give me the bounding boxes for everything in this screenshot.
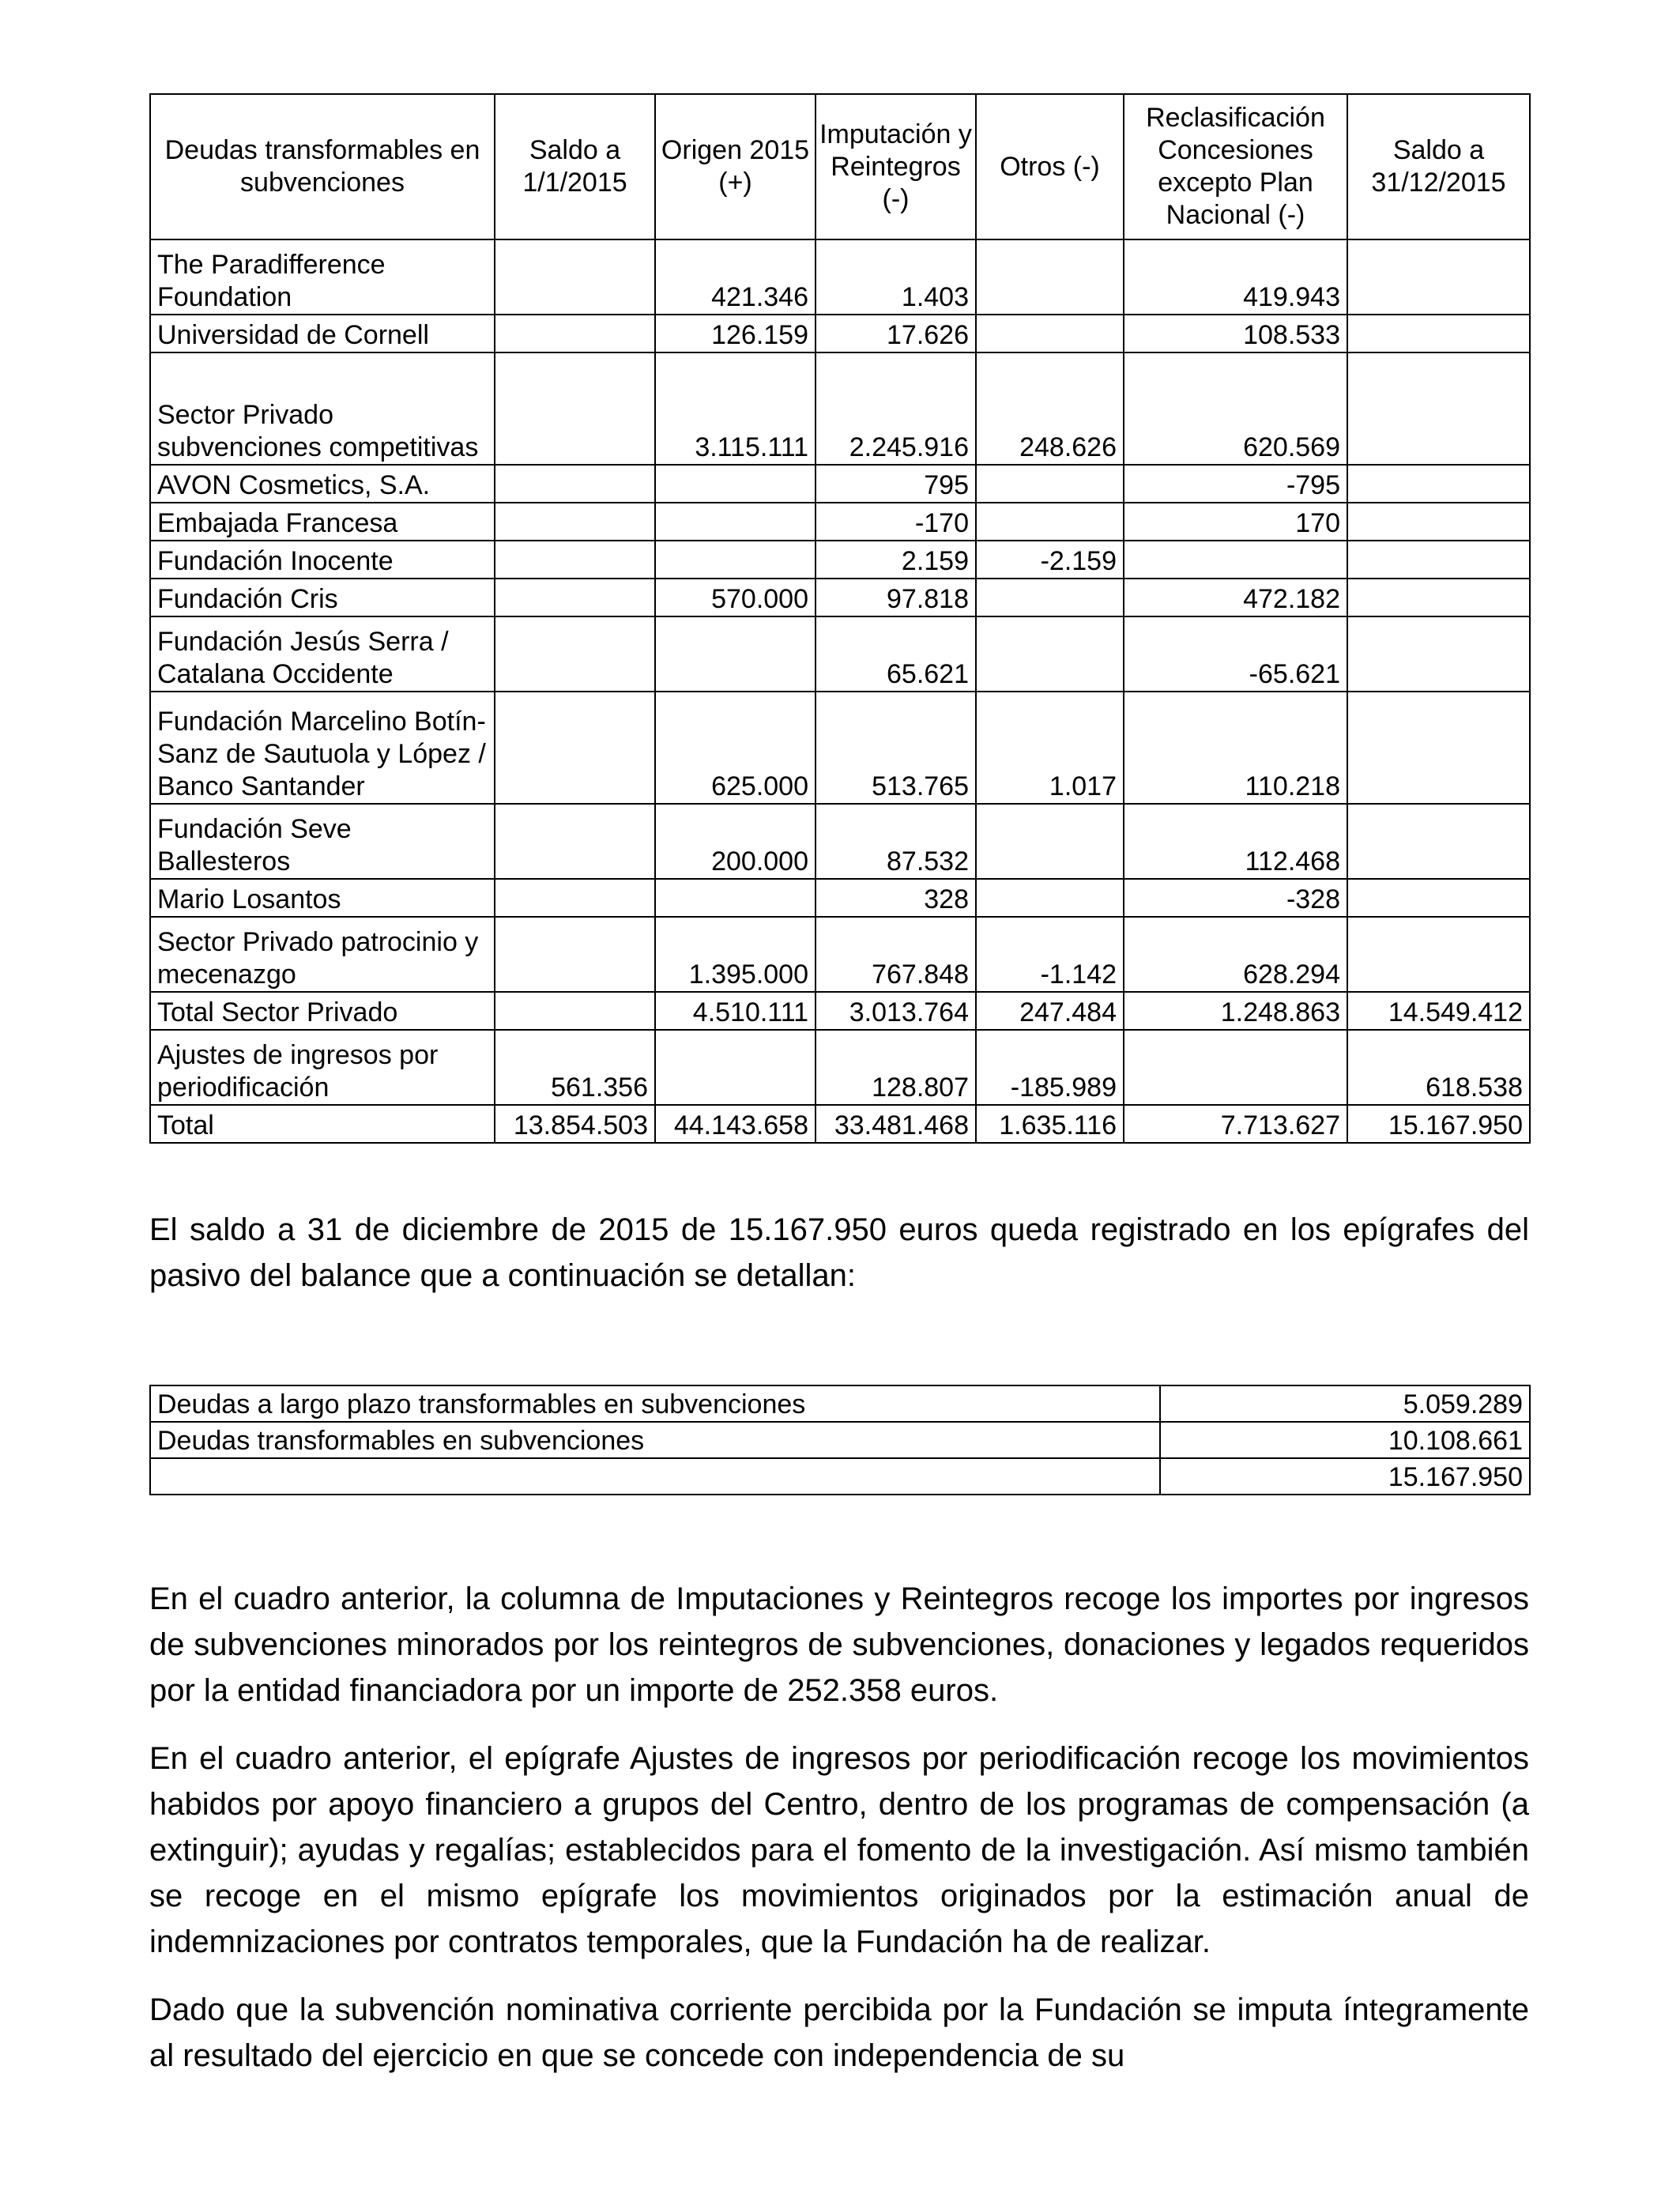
value-cell: 1.403 — [816, 239, 976, 315]
value-cell — [655, 541, 816, 579]
table-row — [150, 1458, 1530, 1495]
value-cell — [495, 579, 655, 616]
table-row — [150, 804, 1530, 879]
value-cell: -2.159 — [976, 541, 1124, 579]
value-cell: 44.143.658 — [655, 1105, 816, 1143]
value-cell — [1347, 579, 1530, 616]
table-row — [150, 1422, 1530, 1458]
row-label-cell: The Paradifference Foundation — [150, 239, 495, 315]
value-cell — [1124, 541, 1347, 579]
header-cell: Origen 2015 (+) — [655, 94, 816, 239]
value-cell — [976, 804, 1124, 879]
header-cell: Reclasificación Concesiones excepto Plan Nacional (-) — [1124, 94, 1347, 239]
value-cell: 561.356 — [495, 1030, 655, 1105]
table-row — [150, 541, 1530, 579]
value-cell: 628.294 — [1124, 917, 1347, 992]
value-cell — [1347, 692, 1530, 804]
value-cell: 126.159 — [655, 315, 816, 352]
header-cell: Saldo a 1/1/2015 — [495, 94, 655, 239]
document-page — [149, 93, 1529, 2079]
value-cell — [1347, 352, 1530, 465]
row-label-cell: AVON Cosmetics, S.A. — [150, 465, 495, 503]
table-row — [150, 579, 1530, 616]
value-cell — [495, 804, 655, 879]
summary-label-cell: Deudas a largo plazo transformables en subvenciones — [150, 1385, 1160, 1422]
value-cell — [1347, 804, 1530, 879]
value-cell: 419.943 — [1124, 239, 1347, 315]
value-cell: 513.765 — [816, 692, 976, 804]
summary-table — [149, 1385, 1531, 1495]
header-cell: Otros (-) — [976, 94, 1124, 239]
value-cell: 620.569 — [1124, 352, 1347, 465]
row-label-cell: Total Sector Privado — [150, 992, 495, 1030]
table-row — [150, 992, 1530, 1030]
value-cell — [1347, 879, 1530, 917]
row-label-cell: Universidad de Cornell — [150, 315, 495, 352]
row-label-cell: Fundación Jesús Serra / Catalana Occidente — [150, 616, 495, 692]
value-cell — [976, 879, 1124, 917]
row-label-cell: Sector Privado subvenciones competitivas — [150, 352, 495, 465]
value-cell: 3.115.111 — [655, 352, 816, 465]
table-row — [150, 315, 1530, 352]
value-cell — [655, 465, 816, 503]
value-cell: 110.218 — [1124, 692, 1347, 804]
table-row — [150, 1030, 1530, 1105]
value-cell — [1347, 917, 1530, 992]
row-label-cell: Sector Privado patrocinio y mecenazgo — [150, 917, 495, 992]
value-cell: 421.346 — [655, 239, 816, 315]
table-row — [150, 465, 1530, 503]
value-cell — [976, 503, 1124, 541]
summary-value-cell: 5.059.289 — [1160, 1385, 1530, 1422]
value-cell — [495, 503, 655, 541]
table-row — [150, 239, 1530, 315]
value-cell — [495, 352, 655, 465]
movements-header-row — [150, 94, 1530, 239]
value-cell: -1.142 — [976, 917, 1124, 992]
value-cell: 767.848 — [816, 917, 976, 992]
value-cell — [495, 692, 655, 804]
row-label-cell: Ajustes de ingresos por periodificación — [150, 1030, 495, 1105]
header-cell: Saldo a 31/12/2015 — [1347, 94, 1530, 239]
value-cell — [976, 465, 1124, 503]
paragraph-dado: Dado que la subvención nominativa corriente percibida por la Fundación se imputa íntegramente al resultado del ejercicio en que se concede con independencia de su — [149, 1992, 1529, 2073]
value-cell: 248.626 — [976, 352, 1124, 465]
value-cell — [1347, 465, 1530, 503]
value-cell: 1.635.116 — [976, 1105, 1124, 1143]
value-cell: 97.818 — [816, 579, 976, 616]
value-cell: 170 — [1124, 503, 1347, 541]
row-label-cell: Fundación Cris — [150, 579, 495, 616]
value-cell — [655, 879, 816, 917]
row-label-cell: Fundación Inocente — [150, 541, 495, 579]
value-cell — [495, 917, 655, 992]
table-row — [150, 692, 1530, 804]
value-cell — [1347, 239, 1530, 315]
value-cell: 87.532 — [816, 804, 976, 879]
value-cell — [495, 315, 655, 352]
value-cell: 65.621 — [816, 616, 976, 692]
value-cell: 1.248.863 — [1124, 992, 1347, 1030]
value-cell — [1347, 541, 1530, 579]
value-cell: 618.538 — [1347, 1030, 1530, 1105]
table-row — [150, 616, 1530, 692]
table-row — [150, 1385, 1530, 1422]
value-cell — [976, 579, 1124, 616]
table-row — [150, 917, 1530, 992]
value-cell — [976, 315, 1124, 352]
value-cell: 200.000 — [655, 804, 816, 879]
paragraph-ajustes: En el cuadro anterior, el epígrafe Ajustes de ingresos por periodificación recoge los movimientos habidos por apoyo financiero a grupos del Centro, dentro de los programas de compensación (a extinguir); ayudas y regalías; establecidos para el fomento de la investigación. Así mismo también se recoge en el mismo epígrafe los movimientos originados por la estimación anual de indemnizaciones por contratos temporales, que la Fundación ha de realizar. — [149, 1741, 1529, 1959]
row-label-cell: Fundación Seve Ballesteros — [150, 804, 495, 879]
paragraph-imputaciones: En el cuadro anterior, la columna de Imputaciones y Reintegros recoge los importes por ingresos de subvenciones minorados por los reintegros de subvenciones, donaciones y legados requeridos por la entidad financiadora por un importe de 252.358 euros. — [149, 1581, 1529, 1708]
row-label-cell: Fundación Marcelino Botín-Sanz de Sautuola y López / Banco Santander — [150, 692, 495, 804]
intro-paragraph: El saldo a 31 de diciembre de 2015 de 15.167.950 euros queda registrado en los epígrafes del pasivo del balance que a continuación se detallan: — [149, 1212, 1529, 1293]
value-cell: -795 — [1124, 465, 1347, 503]
value-cell — [976, 616, 1124, 692]
value-cell: -185.989 — [976, 1030, 1124, 1105]
value-cell — [1347, 616, 1530, 692]
table-row — [150, 352, 1530, 465]
value-cell — [495, 239, 655, 315]
movements-table — [149, 93, 1531, 1144]
summary-label-cell: Deudas transformables en subvenciones — [150, 1422, 1160, 1458]
row-label-cell: Mario Losantos — [150, 879, 495, 917]
value-cell — [1347, 503, 1530, 541]
value-cell: 328 — [816, 879, 976, 917]
value-cell: 108.533 — [1124, 315, 1347, 352]
value-cell: 2.159 — [816, 541, 976, 579]
value-cell — [976, 239, 1124, 315]
value-cell: 247.484 — [976, 992, 1124, 1030]
header-cell: Imputación y Reintegros (-) — [816, 94, 976, 239]
value-cell — [495, 992, 655, 1030]
value-cell: 33.481.468 — [816, 1105, 976, 1143]
value-cell — [655, 1030, 816, 1105]
value-cell: 17.626 — [816, 315, 976, 352]
summary-value-cell: 15.167.950 — [1160, 1458, 1530, 1495]
value-cell — [1124, 1030, 1347, 1105]
row-label-cell: Embajada Francesa — [150, 503, 495, 541]
value-cell — [495, 465, 655, 503]
value-cell: 795 — [816, 465, 976, 503]
value-cell: 625.000 — [655, 692, 816, 804]
value-cell: 112.468 — [1124, 804, 1347, 879]
summary-value-cell: 10.108.661 — [1160, 1422, 1530, 1458]
value-cell — [495, 879, 655, 917]
value-cell: -328 — [1124, 879, 1347, 917]
value-cell: 3.013.764 — [816, 992, 976, 1030]
row-label-cell: Total — [150, 1105, 495, 1143]
value-cell — [1347, 315, 1530, 352]
value-cell — [495, 541, 655, 579]
value-cell: 2.245.916 — [816, 352, 976, 465]
table-row — [150, 879, 1530, 917]
value-cell: 15.167.950 — [1347, 1105, 1530, 1143]
value-cell — [655, 503, 816, 541]
value-cell: 1.017 — [976, 692, 1124, 804]
value-cell: 570.000 — [655, 579, 816, 616]
header-cell: Deudas transformables en subvenciones — [150, 94, 495, 239]
value-cell: 7.713.627 — [1124, 1105, 1347, 1143]
value-cell: -170 — [816, 503, 976, 541]
value-cell — [655, 616, 816, 692]
value-cell: 128.807 — [816, 1030, 976, 1105]
table-row — [150, 503, 1530, 541]
value-cell: 13.854.503 — [495, 1105, 655, 1143]
summary-label-cell — [150, 1458, 1160, 1495]
value-cell: 4.510.111 — [655, 992, 816, 1030]
value-cell: 1.395.000 — [655, 917, 816, 992]
value-cell: -65.621 — [1124, 616, 1347, 692]
value-cell: 14.549.412 — [1347, 992, 1530, 1030]
table-row — [150, 1105, 1530, 1143]
value-cell: 472.182 — [1124, 579, 1347, 616]
value-cell — [495, 616, 655, 692]
